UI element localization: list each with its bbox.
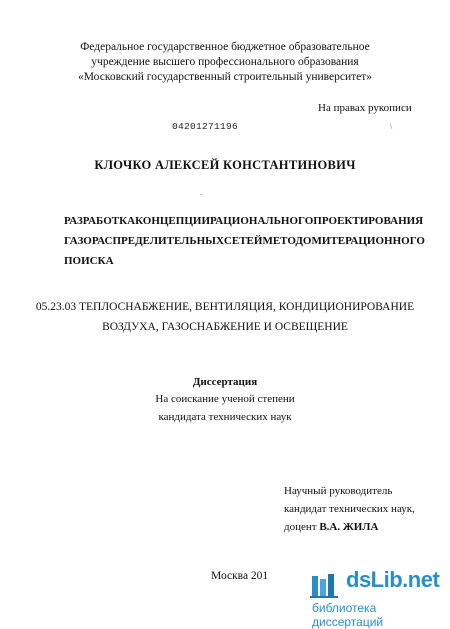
supervisor-name: В.А. ЖИЛА (319, 521, 379, 533)
degree-line-1: На соискание ученой степени (155, 393, 295, 405)
scan-dot: . (200, 188, 202, 197)
title-word: РАЦИОНАЛЬНОГО (210, 215, 314, 227)
registration-code: 04201271196 (172, 121, 239, 132)
watermark-subtitle: библиотека диссертаций (312, 601, 384, 629)
title-word: ГАЗОРАСПРЕДЕЛИТЕЛЬНЫХ (64, 235, 224, 247)
dissertation-label: Диссертация (192, 376, 258, 388)
dissertation-title (64, 211, 425, 271)
supervisor-title: Научный руководитель (284, 485, 393, 497)
org-line-3: «Московский государственный строительный университет» (77, 71, 373, 83)
supervisor-rank: доцент (284, 521, 320, 533)
scan-mark: \ (390, 122, 393, 131)
title-word: ИТЕРАЦИОННОГО (321, 235, 425, 247)
supervisor-position (284, 521, 378, 533)
watermark-brand: dsLib.net (346, 567, 440, 592)
title-line-1 (64, 211, 424, 231)
author-name: КЛОЧКО АЛЕКСЕЙ КОНСТАНТИНОВИЧ (94, 158, 356, 172)
specialty-line-2: ВОЗДУХА, ГАЗОСНАБЖЕНИЕ И ОСВЕЩЕНИЕ (102, 321, 348, 333)
place-year: Москва 201 (211, 570, 269, 582)
title-line-2 (64, 231, 425, 251)
org-line-2: учреждение высшего профессионального образования (91, 56, 359, 68)
title-word: МЕТОДОМ (262, 235, 322, 247)
title-word: ПРОЕКТИРОВАНИЯ (313, 215, 424, 227)
supervisor-degree: кандидат технических наук, (284, 503, 415, 515)
title-word: СЕТЕЙ (223, 235, 263, 247)
org-line-1: Федеральное государственное бюджетное образовательное (80, 41, 370, 53)
specialty-line-1: 05.23.03 ТЕПЛОСНАБЖЕНИЕ, ВЕНТИЛЯЦИЯ, КОНДИЦИОНИРОВАНИЕ (35, 301, 415, 313)
title-word: РАЗРАБОТКА (64, 215, 136, 227)
title-word: КОНЦЕПЦИИ (135, 215, 210, 227)
book-stack-icon (310, 573, 340, 599)
title-line-3: ПОИСКА (64, 255, 114, 267)
degree-line-2: кандидата технических наук (158, 411, 292, 423)
manuscript-rights: На правах рукописи (318, 102, 412, 114)
